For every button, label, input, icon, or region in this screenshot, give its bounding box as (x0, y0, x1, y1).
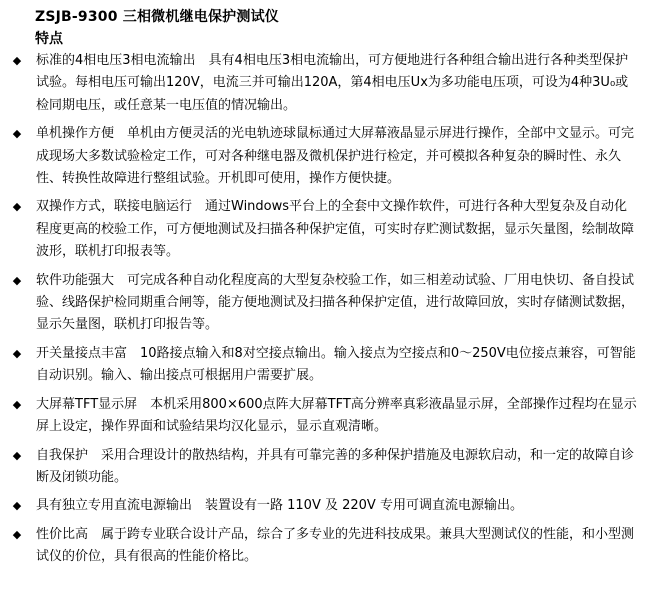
feature-text: 大屏幕TFT显示屏 本机采用800×600点阵大屏幕TFT高分辨率真彩液晶显示屏，全部操作过程均在显示屏上设定，操作界面和试验结果均汉化显示，显示直观清晰。 (36, 396, 637, 435)
diamond-bullet-icon: ◆ (12, 499, 22, 513)
list-item (0, 123, 648, 190)
feature-text: 自我保护 采用合理设计的散热结构，并具有可靠完善的多种保护措施及电源软启动，和一定的故障自诊断及闭锁功能。 (36, 447, 635, 485)
diamond-bullet-icon: ◆ (12, 346, 22, 360)
feature-text: 性价比高 属于跨专业联合设计产品，综合了多专业的先进科技成果。兼具大型测试仪的性能，和小型测试仪的价位，具有很高的性能价格比。 (36, 526, 635, 565)
diamond-bullet-icon: ◆ (12, 54, 22, 67)
diamond-bullet-icon: ◆ (12, 448, 22, 462)
feature-list (0, 50, 648, 575)
feature-text: 具有独立专用直流电源输出 装置设有一路 110V 及 220V 专用可调直流电源输出。 (36, 498, 523, 514)
page-title: ZSJB-9300 三相微机继电保护测试仪 (35, 9, 279, 25)
list-item (0, 270, 648, 337)
diamond-bullet-icon: ◆ (12, 397, 22, 411)
feature-text: 单机操作方便 单机由方便灵活的光电轨迹球鼠标通过大屏幕液晶显示屏进行操作，全部中文显示。可完成现场大多数试验检定工作，可对各种继电器及微机保护进行检定，并可模拟各种复杂的瞬时性、永久性、转换性故障进行整组试验。开机即可使用，操作方便快捷。 (36, 126, 635, 187)
list-item (0, 524, 648, 569)
list-item (0, 196, 648, 263)
diamond-bullet-icon: ◆ (12, 200, 22, 214)
section-heading: 特点 (35, 31, 63, 47)
diamond-bullet-icon: ◆ (12, 127, 22, 141)
feature-text: 软件功能强大 可完成各种自动化程度高的大型复杂校验工作，如三相差动试验、厂用电快切、备自投试验、线路保护检同期重合闸等，能方便地测试及扫描各种保护定值，进行故障回放，实时存储测试数据，显示矢量图，联机打印报告等。 (36, 272, 635, 333)
feature-text: 开关量接点丰富 10路接点输入和8对空接点输出。输入接点为空接点和0～250V电位接点兼容，可智能自动识别。输入、输出接点可根据用户需要扩展。 (36, 345, 636, 384)
list-item (0, 343, 648, 388)
list-item (0, 50, 648, 117)
diamond-bullet-icon: ◆ (12, 273, 22, 287)
list-item (0, 445, 648, 490)
list-item (0, 495, 648, 517)
feature-text: 双操作方式，联接电脑运行 通过Windows平台上的全套中文操作软件，可进行各种大型复杂及自动化程度更高的校验工作，可方便地测试及扫描各种保护定值，可实时存贮测试数据，显示矢量图，绘制故障波形，联机打印报表等。 (36, 199, 635, 260)
diamond-bullet-icon: ◆ (12, 527, 22, 541)
list-item (0, 394, 648, 439)
feature-text: 标准的4相电压3相电流输出 具有4相电压3相电流输出，可方便地进行各种组合输出进行各种类型保护试验。每相电压可输出120V，电流三并可输出120A，第4相电压Ux为多功能电压项，可设为4种3U₀或检同期电压，或任意某一电压值的情况输出。 (36, 53, 629, 113)
